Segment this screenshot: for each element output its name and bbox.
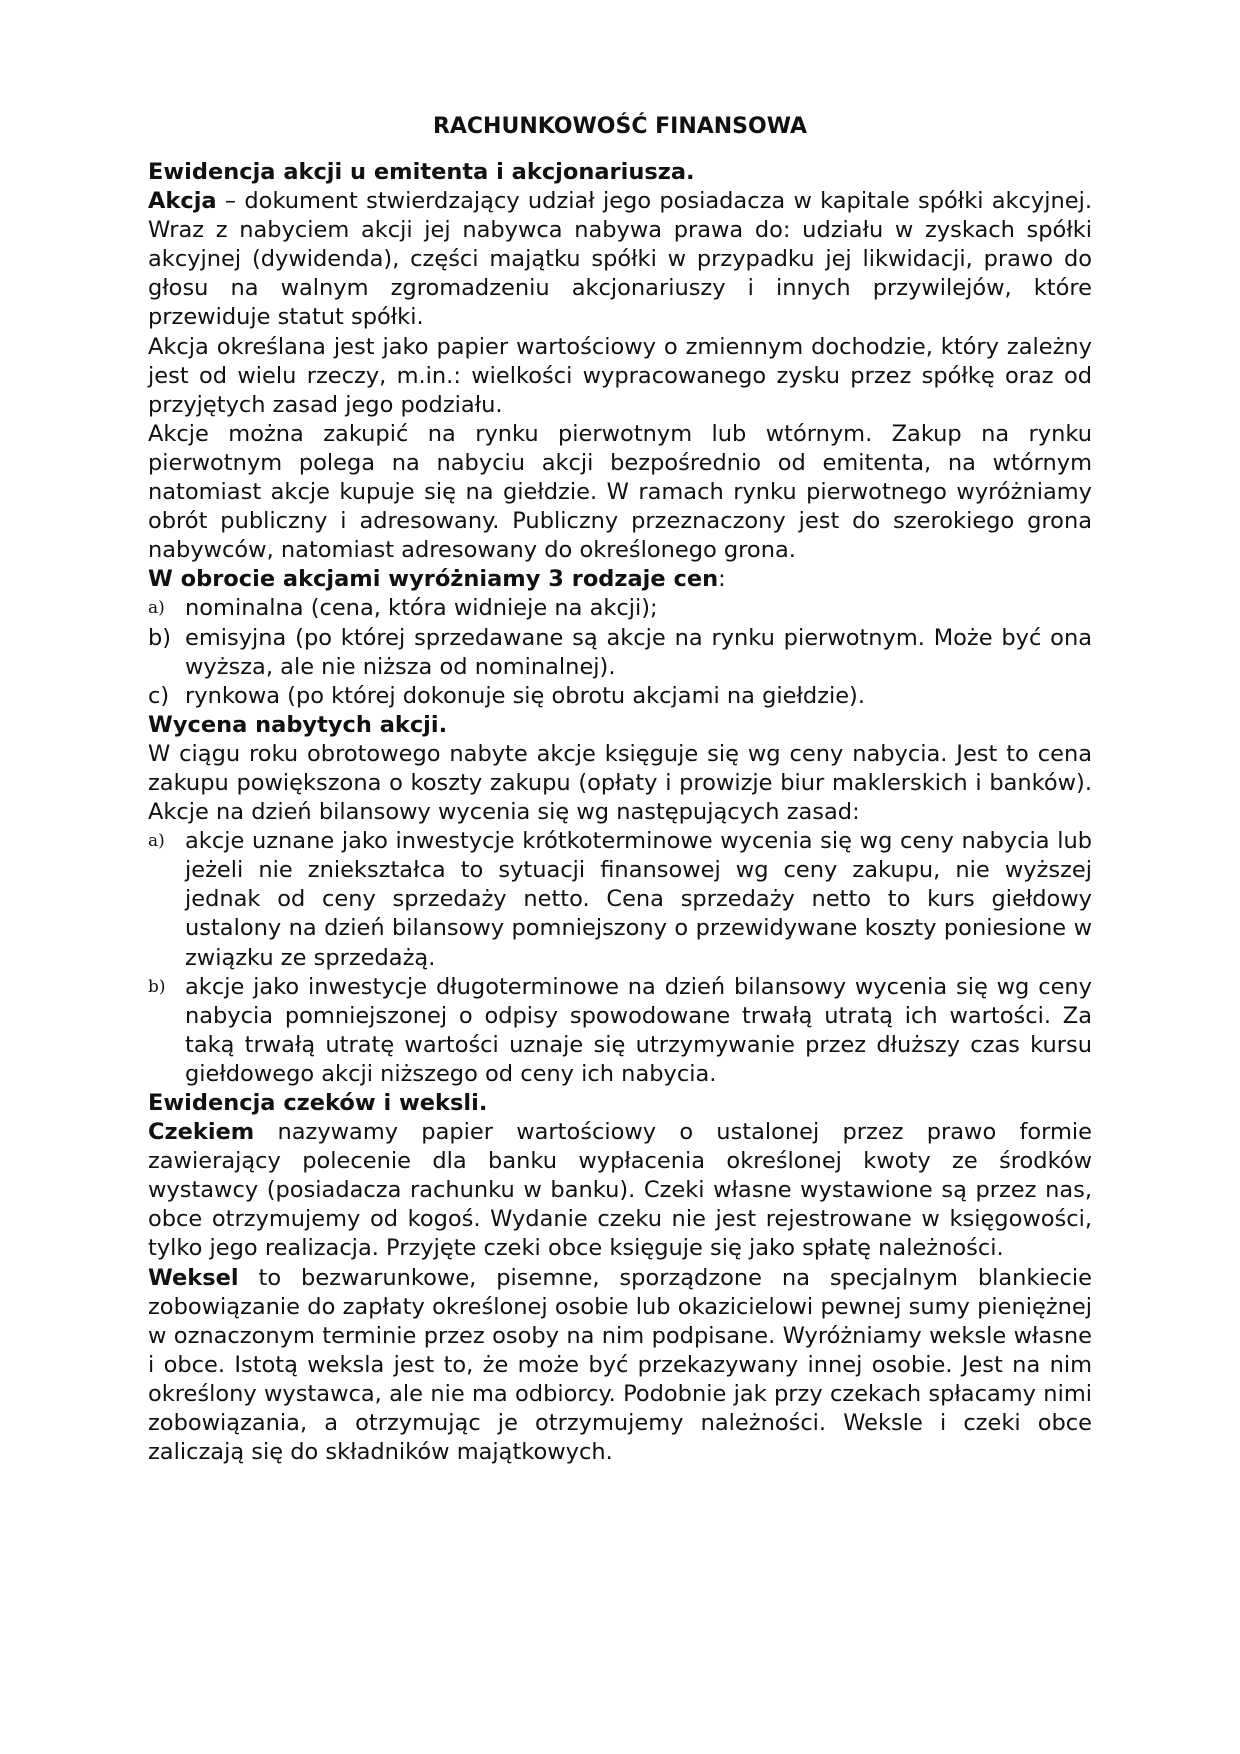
document-page [148,112,1092,1467]
paragraph-text: nazywamy papier wartościowy o ustalonej przez prawo formie zawierający polecenie dla banku wypłacenia określonej kwoty ze środków wystawcy (posiadacza rachunku w banku). Czeki własne wystawione są przez nas, obce otrzymujemy od kogoś. Wydanie czeku nie jest rejestrowane w księgowości, tylko jego realizacja. Przyjęte czeki obce księguje się jako spłatę należności. [148,1119,1092,1262]
list-marker: a) [148,598,165,619]
list-item-text: nominalna (cena, która widnieje na akcji); [185,595,658,622]
list-marker: c) [148,682,170,709]
list-item-text: akcje uznane jako inwestycje krótkoterminowe wycenia się wg ceny nabycia lub jeżeli nie zniekształca to sytuacji finansowej wg ceny zakupu, nie wyższej jednak od ceny sprzedaży netto. Cena sprzedaży netto to kurs giełdowy ustalony na dzień bilansowy pomniejszony o przewidywane koszty poniesione w związku ze sprzedażą. [185,828,1092,971]
term-akcja: Akcja [148,188,217,215]
list-marker: b) [148,976,166,997]
list-item-text: rynkowa (po której dokonuje się obrotu akcjami na giełdzie). [185,682,865,709]
section-heading-shares-records: Ewidencja akcji u emitenta i akcjonariusza. [148,159,695,185]
prices-heading: W obrocie akcjami wyróżniamy 3 rodzaje cen [148,566,719,593]
paragraph-share-security: Akcja określana jest jako papier wartościowy o zmiennym dochodzie, który zależny jest od wielu rzeczy, m.in.: wielkości wypracowanego zysku przez spółkę oraz od przyjętych zasad jego podziału. [148,333,1092,418]
paragraph-share-definition [148,187,1092,332]
price-types-list [148,594,1092,710]
section-heading-share-valuation: Wycena nabytych akcji. [148,711,448,738]
term-weksel: Weksel [148,1264,239,1291]
list-item-text: emisyjna (po której sprzedawane są akcje na rynku pierwotnym. Może być ona wyższa, ale nie niższa od nominalnej). [185,624,1092,680]
list-item [148,827,1092,972]
paragraph-valuation-intro: W ciągu roku obrotowego nabyte akcje księguje się wg ceny nabycia. Jest to cena zakupu powiększona o koszty zakupu (opłaty i prowizje biur maklerskich i banków). Akcje na dzień bilansowy wycenia się wg następujących zasad: [148,740,1092,826]
term-czekiem: Czekiem [148,1119,255,1146]
list-item-text: akcje jako inwestycje długoterminowe na dzień bilansowy wycenia się wg ceny nabycia pomniejszonej o odpisy spowodowane trwałą utratą ich wartości. Za taką trwałą utratę wartości uznaje się utrzymywanie przez dłuższy czas kursu giełdowego akcji niższego od ceny ich nabycia. [185,973,1092,1087]
paragraph-cheque-definition [148,1118,1092,1263]
paragraph-bill-definition [148,1264,1092,1468]
list-item [148,973,1092,1089]
prices-heading-line [148,565,1092,594]
list-item [148,624,1092,682]
list-item [148,594,1092,623]
paragraph-text: – dokument stwierdzający udział jego posiadacza w kapitale spółki akcyjnej. Wraz z nabyciem akcji jej nabywca nabywa prawa do: udziału w zyskach spółki akcyjnej (dywidenda), części majątku spółki w przypadku jej likwidacji, prawo do głosu na walnym zgromadzeniu akcjonariuszy i innych przywilejów, które przewiduje statut spółki. [148,188,1092,331]
list-marker: b) [148,624,172,651]
paragraph-text: to bezwarunkowe, pisemne, sporządzone na specjalnym blankiecie zobowiązanie do zapłaty określonej osobie lub okazicielowi pewnej sumy pieniężnej w oznaczonym terminie przez osoby na nim podpisane. Wyróżniamy weksle własne i obce. Istotą weksla jest to, że może być przekazywany innej osobie. Jest na nim określony wystawca, ale nie ma odbiorcy. Podobnie jak przy czekach spłacamy nimi zobowiązania, a otrzymując je otrzymujemy należności. Weksle i czeki obce zaliczają się do składników majątkowych. [148,1264,1092,1466]
valuation-rules-list [148,827,1092,1089]
document-title: RACHUNKOWOŚĆ FINANSOWA [432,114,808,139]
paragraph-share-markets: Akcje można zakupić na rynku pierwotnym lub wtórnym. Zakup na rynku pierwotnym polega na nabyciu akcji bezpośrednio od emitenta, na wtórnym natomiast akcje kupuje się na giełdzie. W ramach rynku pierwotnego wyróżniamy obrót publiczny i adresowany. Publiczny przeznaczony jest do szerokiego grona nabywców, natomiast adresowany do określonego grona. [148,420,1092,564]
prices-heading-colon: : [718,566,726,593]
section-heading-cheques-bills: Ewidencja czeków i weksli. [148,1090,488,1116]
list-item [148,682,1092,711]
list-marker: a) [148,831,165,852]
